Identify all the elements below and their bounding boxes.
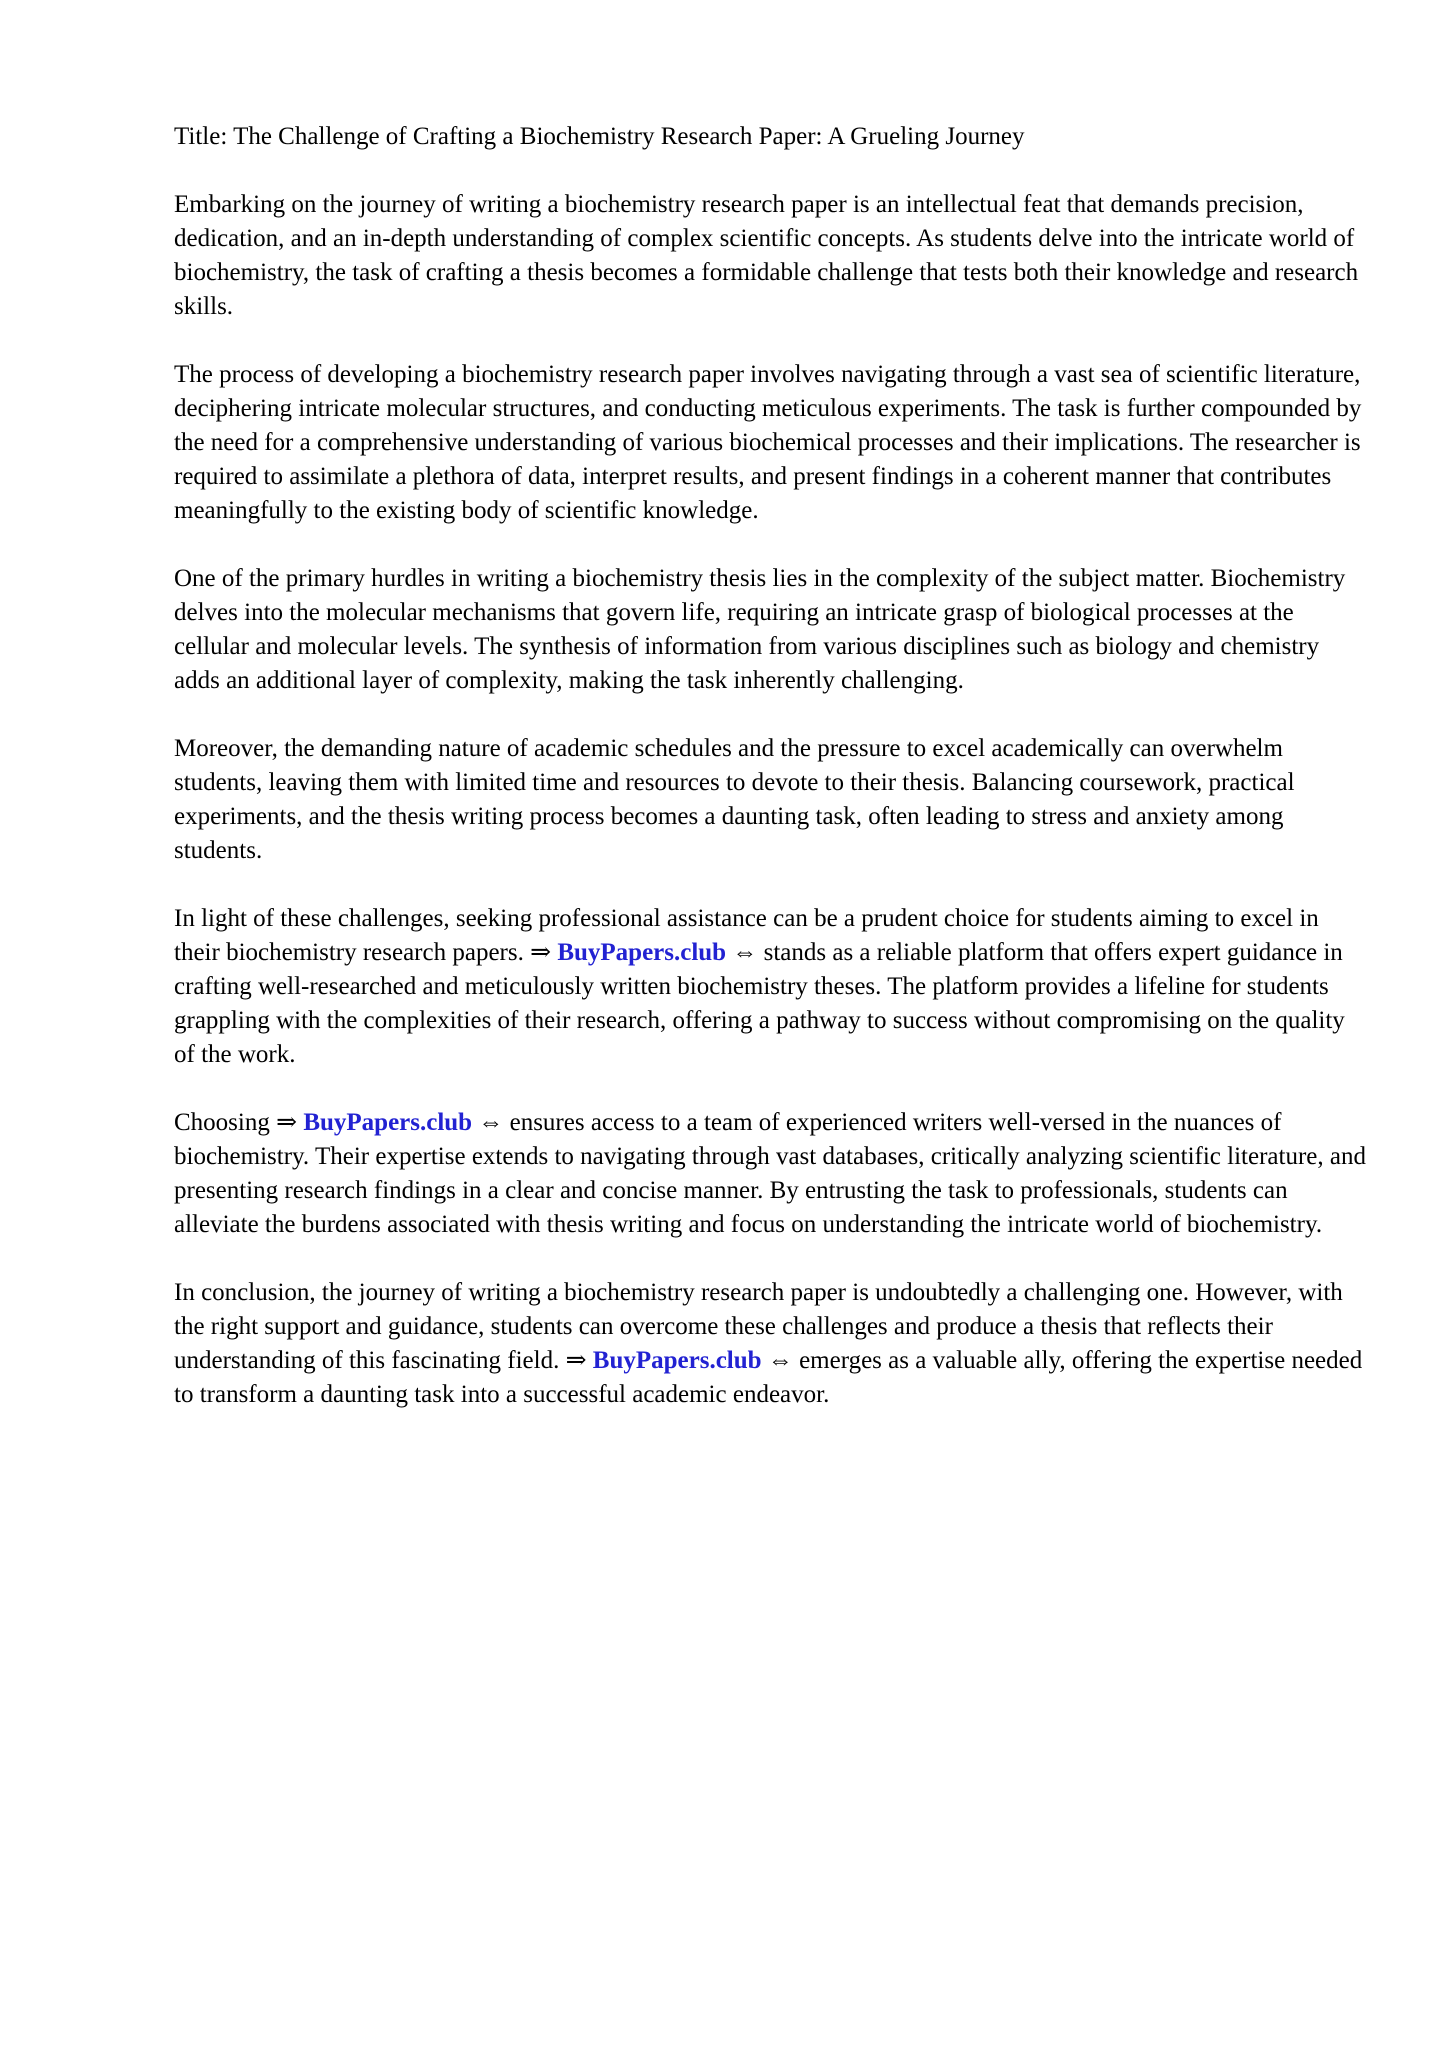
text-run: Moreover, the demanding nature of academic schedules and the pressure to excel academically can overwhelm students, leaving them with limited time and resources to devote to their thesis. Balancing coursework, practical experiments, and the thesis writing process becomes a daunting task, often leading to stress and anxiety among students.: [174, 735, 1295, 864]
text-run: Choosing: [174, 1109, 277, 1136]
paragraph: [174, 732, 1366, 868]
buypapers-link[interactable]: BuyPapers.club: [592, 1347, 762, 1374]
paragraph: [174, 562, 1366, 698]
left-right-double-arrow-icon: ⇔: [726, 939, 758, 966]
text-run: In light of these challenges, seeking professional assistance can be a prudent choice for students aiming to excel in their biochemistry research papers.: [174, 905, 1319, 966]
paragraph: [174, 1106, 1366, 1242]
right-double-arrow-icon: ⇒: [565, 1347, 593, 1374]
text-run: emerges as a valuable ally, offering the expertise needed to transform a daunting task into a successful academic endeavor.: [174, 1347, 1363, 1408]
text-run: The process of developing a biochemistry research paper involves navigating through a vast sea of scientific literature, deciphering intricate molecular structures, and conducting meticulous experiments. The task is further compounded by the need for a comprehensive understanding of various biochemical processes and their implications. The researcher is required to assimilate a plethora of data, interpret results, and present findings in a coherent manner that contributes meaningfully to the existing body of scientific knowledge.: [174, 361, 1362, 524]
text-run: In conclusion, the journey of writing a biochemistry research paper is undoubtedly a challenging one. However, with the right support and guidance, students can overcome these challenges and produce a thesis that reflects their understanding of this fascinating field.: [174, 1279, 1343, 1374]
paragraphs: [174, 188, 1366, 1412]
buypapers-link[interactable]: BuyPapers.club: [303, 1109, 473, 1136]
text-run: stands as a reliable platform that offers expert guidance in crafting well-researched and meticulously written biochemistry theses. The platform provides a lifeline for students grappling with the complexities of their research, offering a pathway to success without compromising on the quality of the work.: [174, 939, 1345, 1068]
paragraph: [174, 188, 1366, 324]
buypapers-link[interactable]: BuyPapers.club: [557, 939, 727, 966]
text-run: Embarking on the journey of writing a biochemistry research paper is an intellectual feat that demands precision, dedication, and an in-depth understanding of complex scientific concepts. As students delve into the intricate world of biochemistry, the task of crafting a thesis becomes a formidable challenge that tests both their knowledge and research skills.: [174, 191, 1359, 320]
left-right-double-arrow-icon: ⇔: [472, 1109, 504, 1136]
text-run: ensures access to a team of experienced writers well-versed in the nuances of biochemistry. Their expertise extends to navigating through vast databases, critically analyzing scientific literature, and presenting research findings in a clear and concise manner. By entrusting the task to professionals, students can alleviate the burdens associated with thesis writing and focus on understanding the intricate world of biochemistry.: [174, 1109, 1366, 1238]
right-double-arrow-icon: ⇒: [276, 1109, 304, 1136]
paragraph: [174, 358, 1366, 528]
document-title: Title: The Challenge of Crafting a Biochemistry Research Paper: A Grueling Journey: [174, 123, 1025, 150]
text-run: One of the primary hurdles in writing a biochemistry thesis lies in the complexity of the subject matter. Biochemistry delves into the molecular mechanisms that govern life, requiring an intricate grasp of biological processes at the cellular and molecular levels. The synthesis of information from various disciplines such as biology and chemistry adds an additional layer of complexity, making the task inherently challenging.: [174, 565, 1346, 694]
paragraph: [174, 902, 1366, 1072]
right-double-arrow-icon: ⇒: [530, 939, 558, 966]
document-text-block: [174, 120, 1366, 1446]
paragraph: [174, 1276, 1366, 1412]
left-right-double-arrow-icon: ⇔: [761, 1347, 793, 1374]
